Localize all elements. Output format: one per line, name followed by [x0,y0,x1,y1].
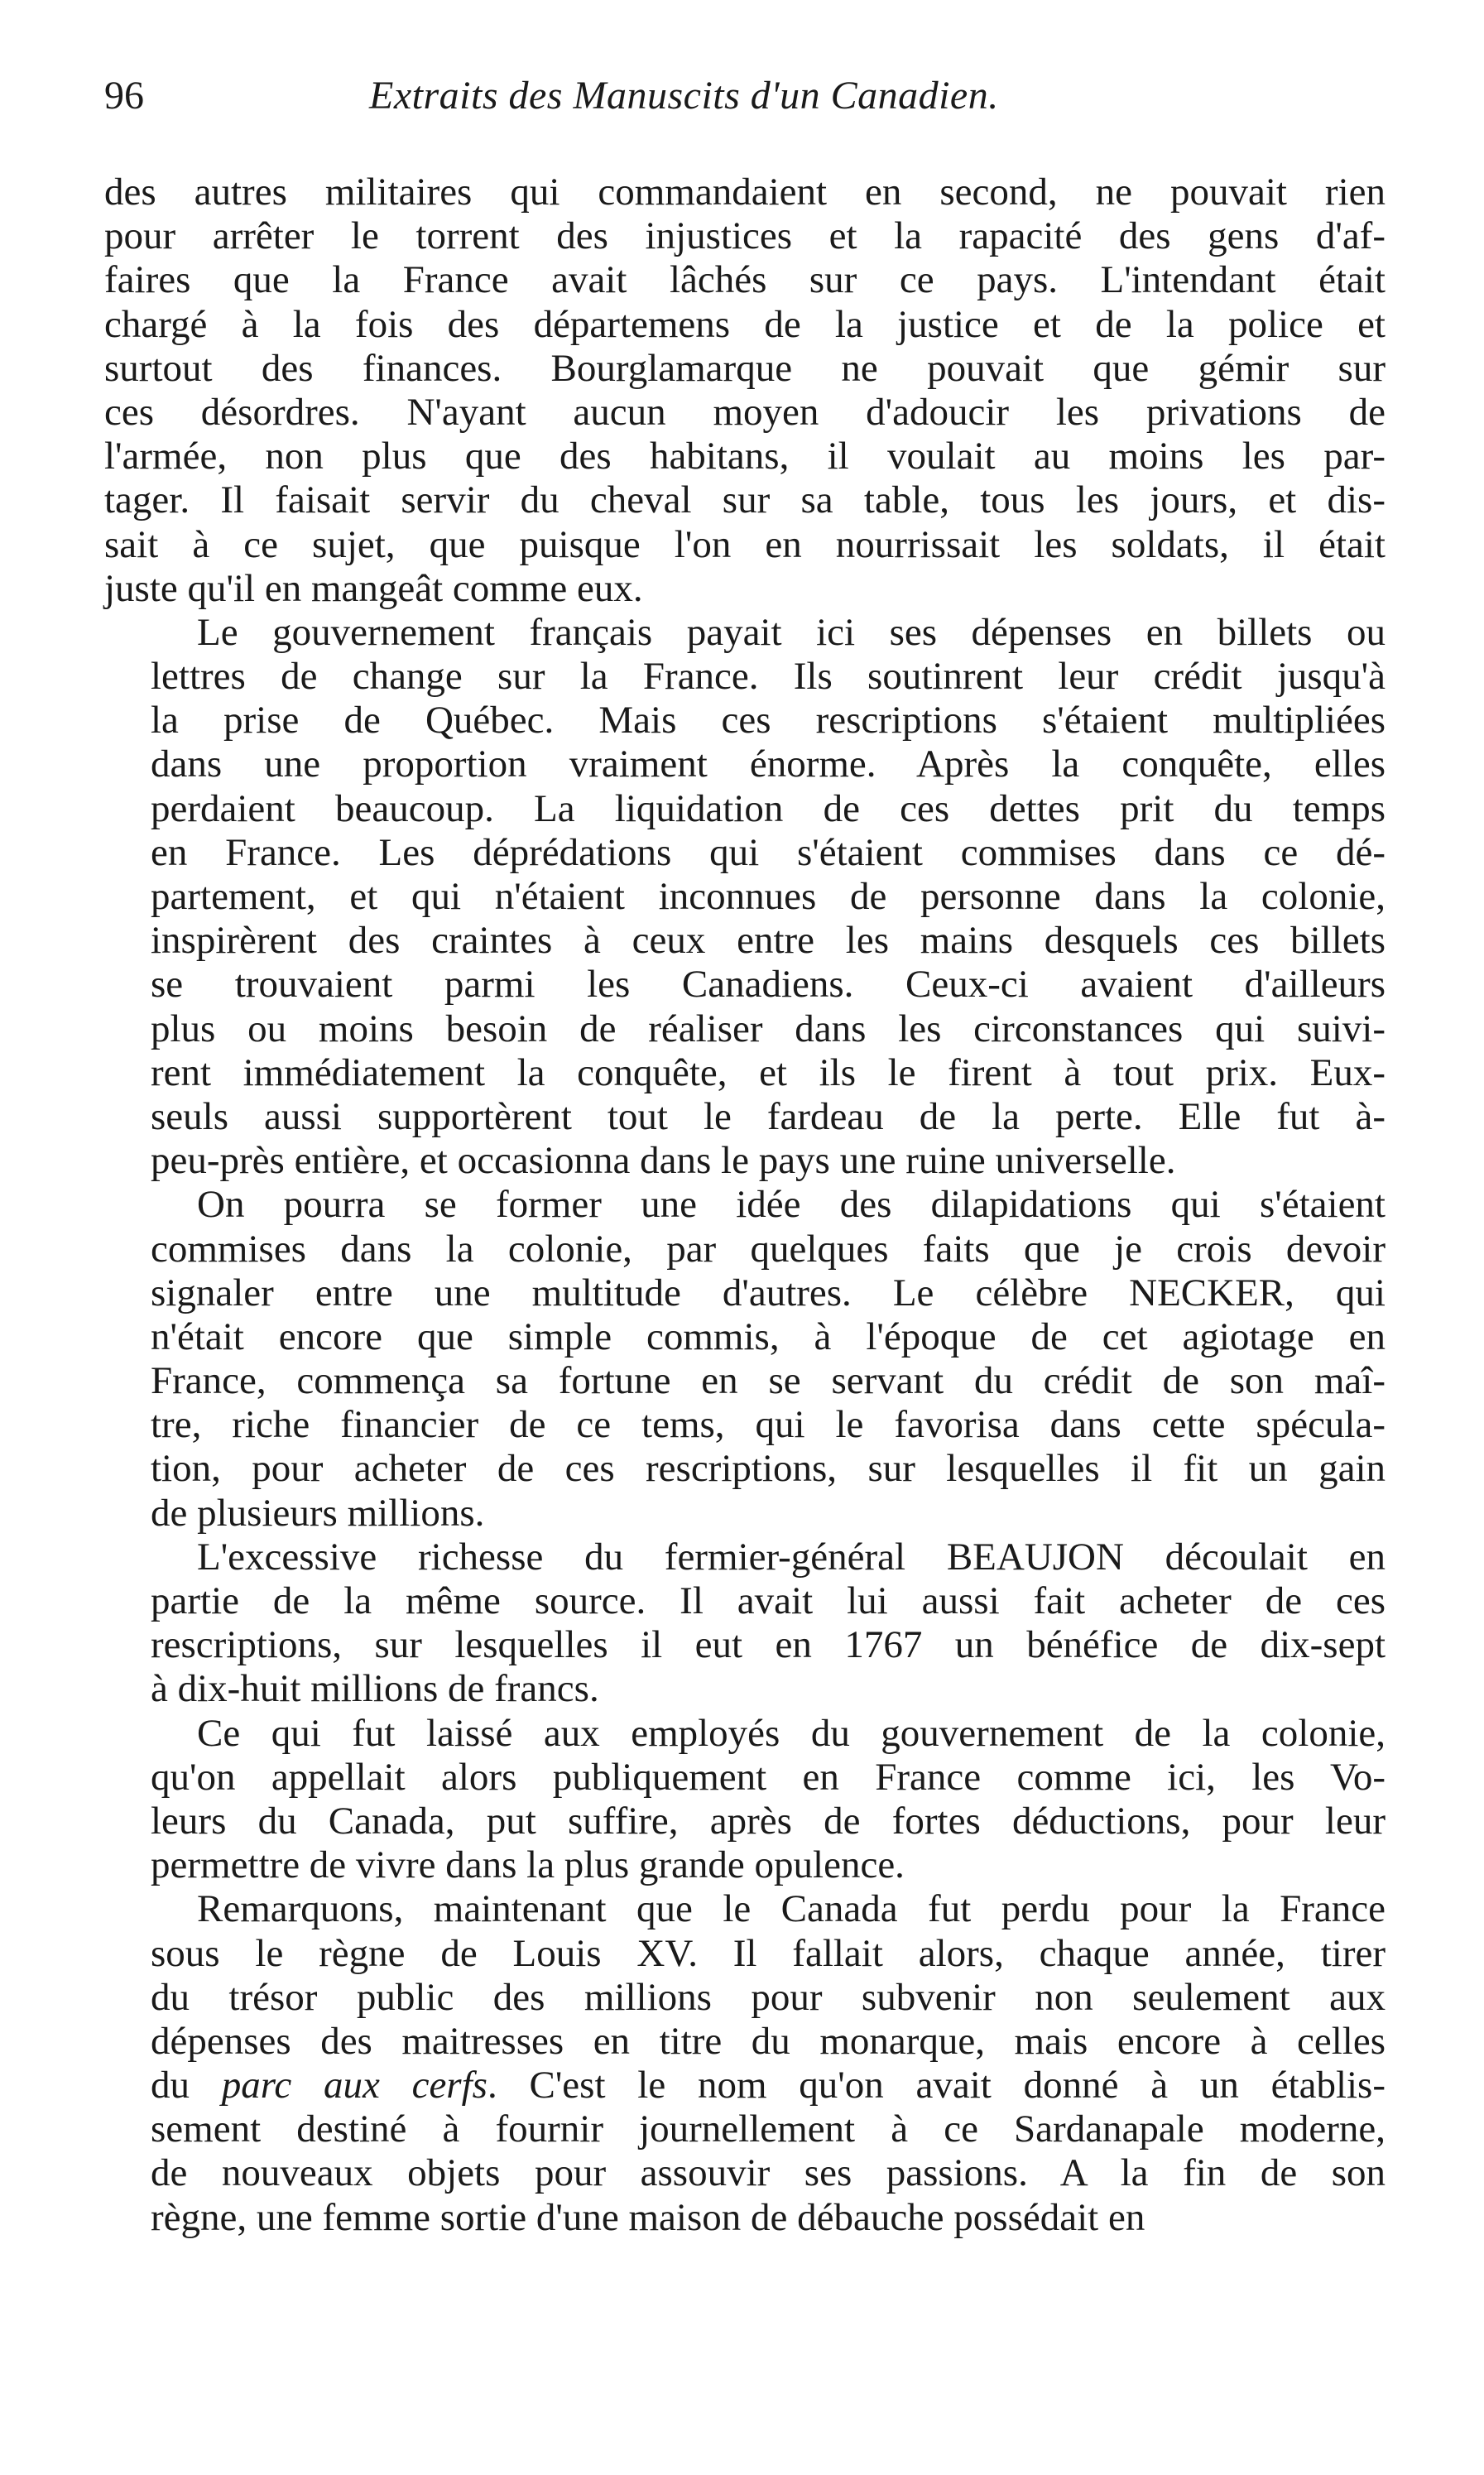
text-line: n'était encore que simple commis, à l'époque de cet agiotage en [151,1314,1386,1358]
text-line: tre, riche financier de ce tems, qui le favorisa dans cette spécula- [151,1403,1386,1447]
text-line: de plusieurs millions. [151,1491,485,1535]
text-line: en France. Les déprédations qui s'étaient commises dans ce dé- [151,830,1386,874]
text-line: inspirèrent des craintes à ceux entre les mains desquels ces billets [151,919,1386,963]
text-line: qu'on appellait alors publiquement en France comme ici, les Vo- [151,1755,1386,1799]
running-head [104,71,1386,131]
paragraph [104,1535,1386,1712]
paragraph [104,611,1386,1183]
text-line: ces désordres. N'ayant aucun moyen d'adoucir les privations de [104,390,1386,434]
text-line: de nouveaux objets pour assouvir ses passions. A la fin de son [151,2151,1386,2195]
text-line: dans une proportion vraiment énorme. Après la conquête, elles [151,742,1386,786]
body-text [104,171,1386,2240]
paragraph [104,1887,1386,2240]
text-line: permettre de vivre dans la plus grande opulence. [151,1843,905,1887]
text-line: L'excessive richesse du fermier-général BEAUJON découlait en [197,1535,1386,1579]
page-number: 96 [104,74,144,118]
paragraph [104,171,1386,611]
text-line: Remarquons, maintenant que le Canada fut perdu pour la France [197,1887,1386,1931]
text-line: dépenses des maitresses en titre du monarque, mais encore à celles [151,2019,1386,2063]
text-line: plus ou moins besoin de réaliser dans les circonstances qui suivi- [151,1007,1386,1050]
text-line: sait à ce sujet, que puisque l'on en nourrissait les soldats, il était [104,522,1386,566]
text-line: signaler entre une multitude d'autres. Le célèbre NECKER, qui [151,1271,1386,1314]
text-line: peu-près entière, et occasionna dans le pays une ruine universelle. [151,1139,1176,1183]
text-line: surtout des finances. Bourglamarque ne pouvait que gémir sur [104,346,1386,390]
text-line: tion, pour acheter de ces rescriptions, sur lesquelles il fit un gain [151,1447,1386,1491]
running-title: Extraits des Manuscits d'un Canadien. [369,74,999,118]
text-line: se trouvaient parmi les Canadiens. Ceux-ci avaient d'ailleurs [151,963,1386,1007]
text-line: tager. Il faisait servir du cheval sur sa table, tous les jours, et dis- [104,478,1386,522]
text-line: rescriptions, sur lesquelles il eut en 1767 un bénéfice de dix-sept [151,1623,1386,1667]
text-line: pour arrêter le torrent des injustices et la rapacité des gens d'af- [104,214,1386,258]
text-line: commises dans la colonie, par quelques faits que je crois devoir [151,1227,1386,1271]
paragraph [104,1712,1386,1888]
text-line: lettres de change sur la France. Ils soutinrent leur crédit jusqu'à [151,655,1386,699]
text-line: seuls aussi supportèrent tout le fardeau de la perte. Elle fut à- [151,1094,1386,1138]
text-line: sous le règne de Louis XV. Il fallait alors, chaque année, tirer [151,1931,1386,1975]
text-line: juste qu'il en mangeât comme eux. [104,566,643,610]
text-line: partie de la même source. Il avait lui aussi fait acheter de ces [151,1579,1386,1622]
paragraph [104,1183,1386,1535]
book-page [104,71,1386,2240]
text-line: la prise de Québec. Mais ces rescriptions s'étaient multipliées [151,699,1386,742]
text-line: France, commença sa fortune en se servant du crédit de son maî- [151,1359,1386,1403]
text-line: leurs du Canada, put suffire, après de fortes déductions, pour leur [151,1799,1386,1843]
text-line: perdaient beaucoup. La liquidation de ces dettes prit du temps [151,786,1386,830]
text-line: sement destiné à fournir journellement à ce Sardanapale moderne, [151,2107,1386,2151]
text-line: règne, une femme sortie d'une maison de débauche possédait en [151,2195,1145,2239]
text-line: du trésor public des millions pour subvenir non seulement aux [151,1975,1386,2019]
text-line: rent immédiatement la conquête, et ils le firent à tout prix. Eux- [151,1050,1386,1094]
text-line: faires que la France avait lâchés sur ce pays. L'intendant était [104,258,1386,302]
text-line: partement, et qui n'étaient inconnues de personne dans la colonie, [151,875,1386,918]
text-line: des autres militaires qui commandaient en second, ne pouvait rien [104,171,1386,214]
text-line: du parc aux cerfs. C'est le nom qu'on avait donné à un établis- [151,2064,1386,2107]
text-line: à dix-huit millions de francs. [151,1667,599,1711]
text-line: On pourra se former une idée des dilapidations qui s'étaient [197,1183,1386,1227]
text-line: Le gouvernement français payait ici ses dépenses en billets ou [197,610,1386,654]
italic-phrase: parc aux cerfs [221,2064,487,2107]
text-line: Ce qui fut laissé aux employés du gouvernement de la colonie, [197,1711,1386,1755]
text-line: chargé à la fois des départemens de la justice et de la police et [104,302,1386,346]
text-line: l'armée, non plus que des habitans, il voulait au moins les par- [104,435,1386,478]
